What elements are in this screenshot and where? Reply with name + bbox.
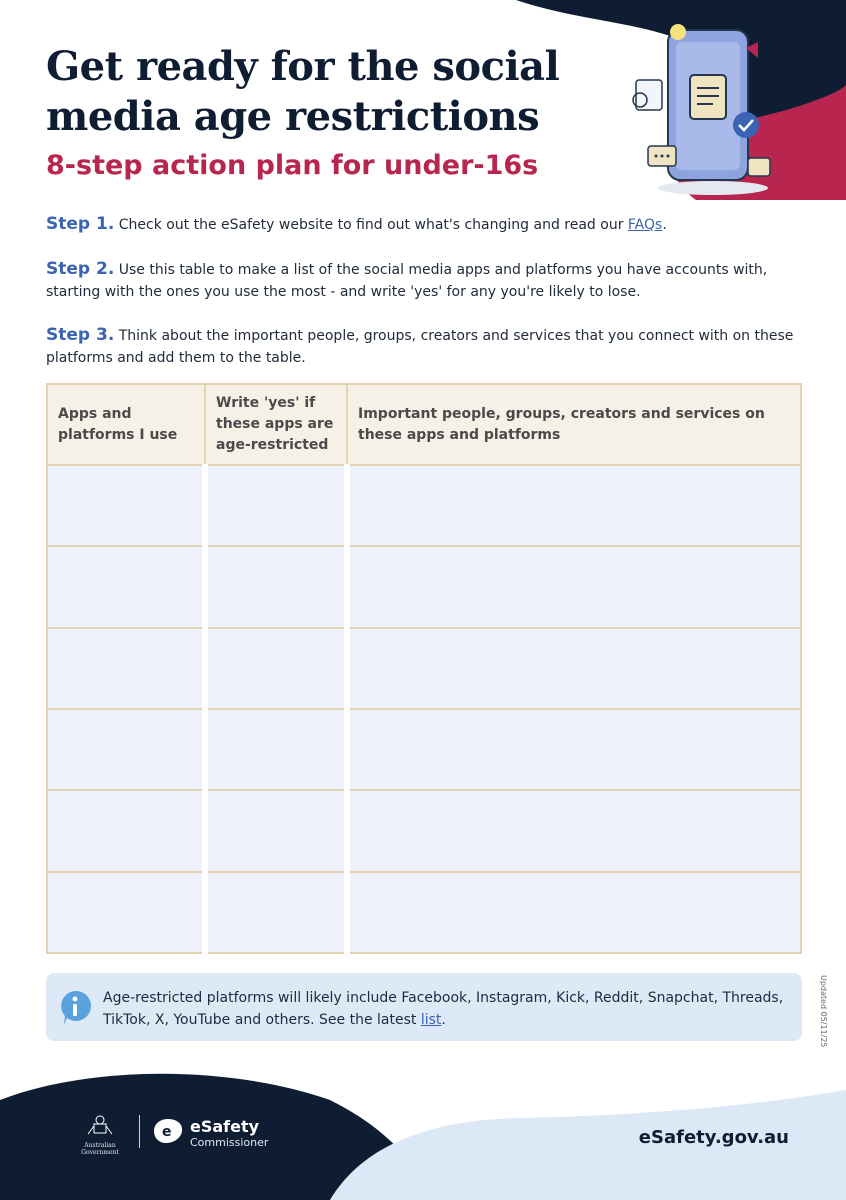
people-cell[interactable] [347,872,801,953]
table-row [47,465,801,546]
phone-illustration [618,20,798,200]
restricted-cell[interactable] [205,872,347,953]
table-header-row [47,384,801,465]
apps-cell[interactable] [47,465,205,546]
people-cell[interactable] [347,790,801,871]
table-row [47,709,801,790]
esafety-logo-icon [152,1117,184,1145]
apps-cell[interactable] [47,546,205,627]
government-label: Australian Government [81,1142,119,1156]
header-apps: Apps and platforms I use [47,384,205,465]
footer-divider [139,1115,140,1148]
step-1-after: . [662,217,667,233]
apps-cell[interactable] [47,628,205,709]
step-3-label: Step 3. [46,325,115,345]
step-2 [46,258,806,303]
restricted-cell[interactable] [205,628,347,709]
list-link[interactable]: list [420,1012,442,1028]
people-cell[interactable] [347,628,801,709]
table-row [47,628,801,709]
restricted-cell[interactable] [205,709,347,790]
restricted-cell[interactable] [205,465,347,546]
australian-government-logo [72,1114,128,1156]
info-body: Age-restricted platforms will likely include Facebook, Instagram, Kick, Reddit, Snapchat, Threads, TikTok, X, YouTube and others. See the latest [103,990,784,1028]
faqs-link[interactable]: FAQs [627,217,663,233]
header-important-people: Important people, groups, creators and services on these apps and platforms [347,384,801,465]
info-text [103,987,793,1031]
brand-subtitle: Commissioner [190,1136,269,1149]
table-row [47,546,801,627]
brand-name: eSafety [190,1117,260,1136]
table-row [47,790,801,871]
step-3 [46,324,806,369]
step-3-text: Think about the important people, groups, creators and services that you connect with on these platforms and add them to the table. [46,328,794,366]
platforms-table [46,383,802,954]
info-icon [58,989,92,1027]
page-title: Get ready for the social media age restrictions [46,43,560,140]
restricted-cell[interactable] [205,790,347,871]
apps-cell[interactable] [47,790,205,871]
coat-of-arms-icon [85,1114,115,1136]
step-2-text: Use this table to make a list of the social media apps and platforms you have accounts with, starting with the ones you use the most - and write 'yes' for any you're likely to lose. [46,262,768,300]
header-age-restricted: Write 'yes' if these apps are age-restricted [205,384,347,465]
step-2-label: Step 2. [46,259,115,279]
svg-text:e: e [162,1124,172,1140]
step-1 [46,213,806,236]
apps-cell[interactable] [47,709,205,790]
apps-cell[interactable] [47,872,205,953]
people-cell[interactable] [347,465,801,546]
info-after: . [441,1012,446,1028]
restricted-cell[interactable] [205,546,347,627]
website-url[interactable]: eSafety.gov.au [638,1127,789,1148]
step-1-label: Step 1. [46,214,115,234]
step-1-text: Check out the eSafety website to find out what's changing and read our [114,217,628,233]
page-subtitle: 8-step action plan for under-16s [46,150,539,181]
table-row [47,872,801,953]
info-box [46,973,802,1041]
people-cell[interactable] [347,709,801,790]
updated-note: Updated 05/11/25 [819,975,828,1048]
people-cell[interactable] [347,546,801,627]
